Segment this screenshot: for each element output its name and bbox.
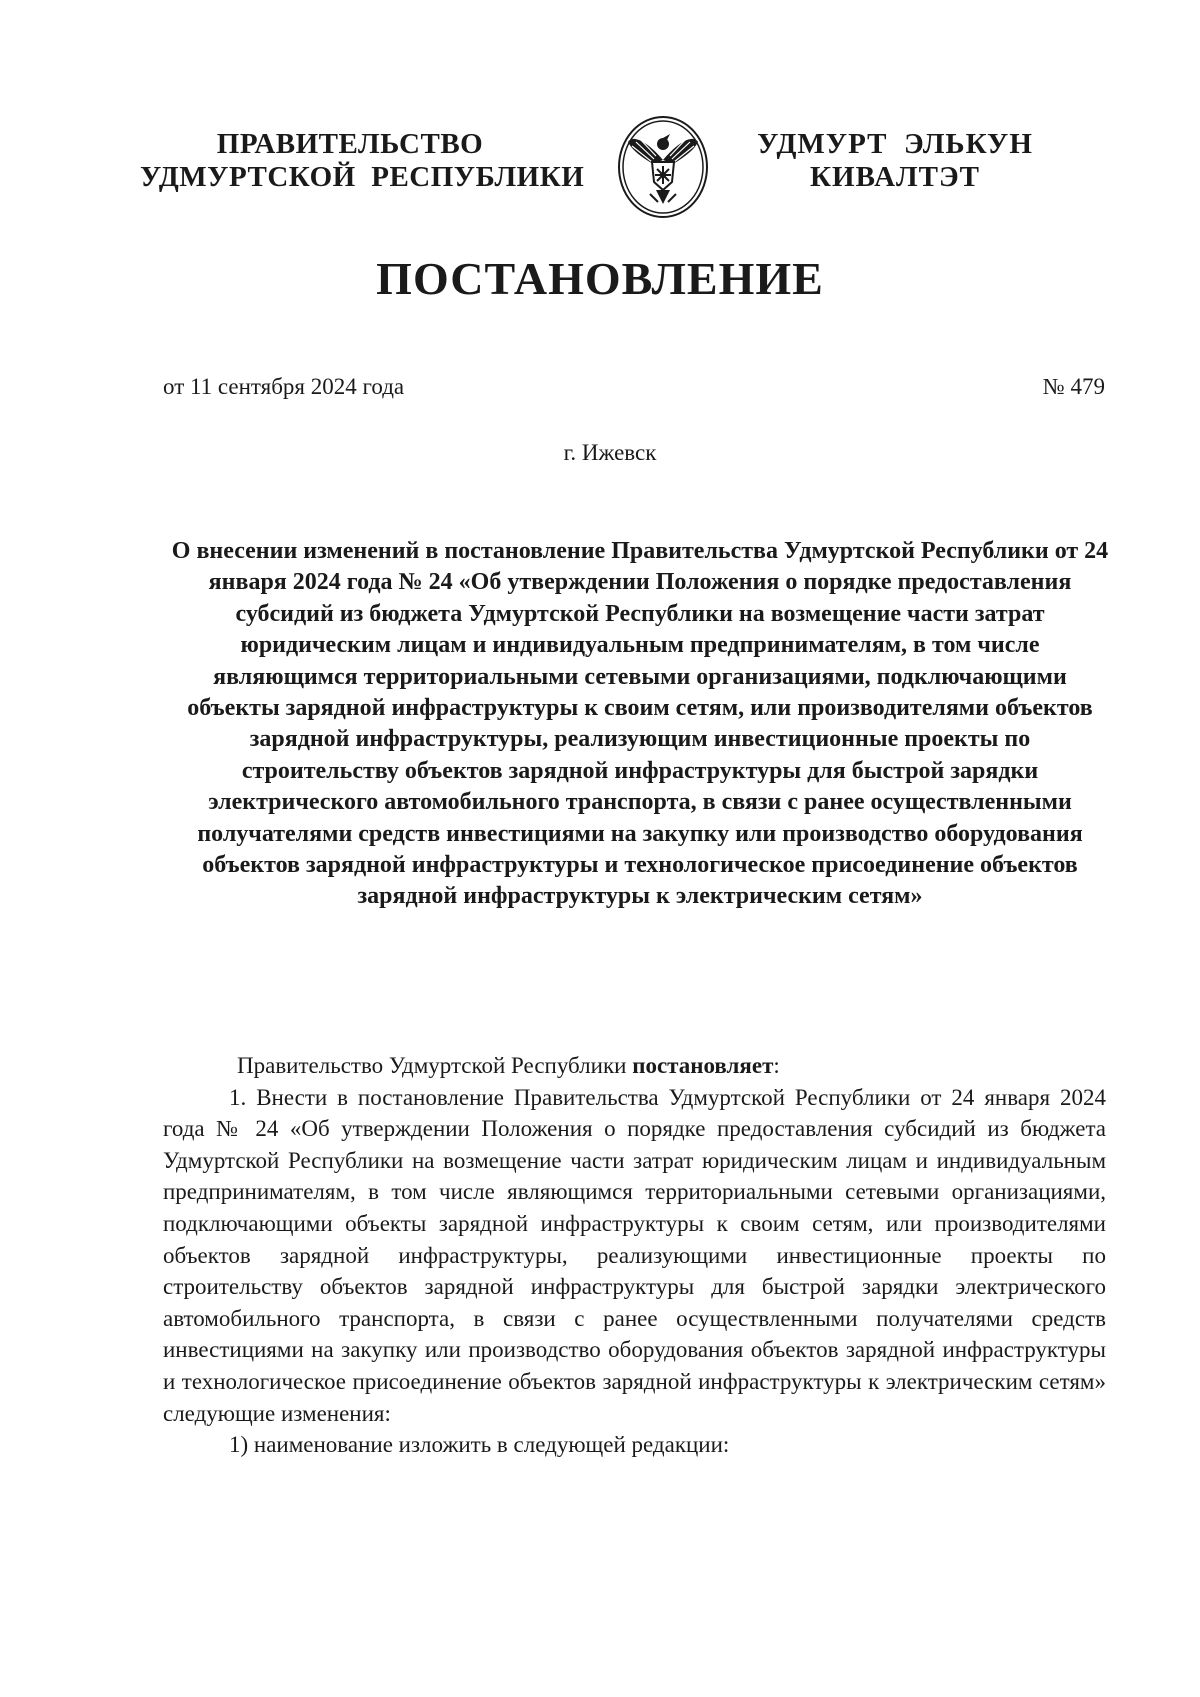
document-title: ПОСТАНОВЛЕНИЕ <box>376 253 824 304</box>
lead-end: : <box>773 1053 780 1078</box>
paragraph-2: 1) наименование изложить в следующей редакции: <box>229 1432 730 1458</box>
lead-paragraph <box>163 1050 1106 1082</box>
paragraph-1: 1. Внести в постановление Правительства Удмуртской Республики от 24 января 2024 года № 24 «Об утверждении Положения о порядке предоставления субсидий из бюджета Удмуртской Республики на возмещение части затрат юридическим лицам и индивидуальным предпринимателям, в том числе являющимся территориальными сетевыми организациями, подключающими объекты зарядной инфраструктуры к своим сетям, или производителями объектов зарядной инфраструктуры, реализующими инвестиционные проекты по строительству объектов зарядной инфраструктуры для быстрой зарядки электрического автомобильного транспорта, в связи с ранее осуществленными получателями средств инвестициями на закупку или производство оборудования объектов зарядной инфраструктуры и технологическое присоединение объектов зарядной инфраструктуры к электрическим сетям» следующие изменения: <box>163 1084 1106 1426</box>
government-name-udm <box>740 128 1050 194</box>
government-name-udm-line2: КИВАЛТЭТ <box>809 161 980 193</box>
udmurt-coat-of-arms-icon <box>608 112 718 222</box>
lead-text: Правительство Удмуртской Республики <box>237 1053 633 1078</box>
document-date: от 11 сентября 2024 года <box>163 374 405 399</box>
government-name-ru-line1: ПРАВИТЕЛЬСТВО <box>216 128 484 160</box>
document-number: № 479 <box>1042 374 1105 399</box>
document-subject: О внесении изменений в постановление Правительства Удмуртской Республики от 24 января 2024 года № 24 «Об утверждении Положения о порядке предоставления субсидий из бюджета Удмуртской Республики на возмещение части затрат юридическим лицам и индивидуальным предпринимателям, в том числе являющимся территориальными сетевыми организациями, подключающими объекты зарядной инфраструктуры к своим сетям, или производителями объектов зарядной инфраструктуры, реализующим инвестиционные проекты по строительству объектов зарядной инфраструктуры для быстрой зарядки электрического автомобильного транспорта, в связи с ранее осуществленными получателями средств инвестициями на закупку или производство оборудования объектов зарядной инфраструктуры и технологическое присоединение объектов зарядной инфраструктуры к электрическим сетям» <box>171 538 1109 910</box>
document-body <box>163 1050 1106 1461</box>
lead-bold: постановляет <box>632 1053 774 1078</box>
government-name-ru <box>140 128 585 194</box>
government-name-ru-line2: УДМУРТСКОЙ РЕСПУБЛИКИ <box>140 161 585 193</box>
document-city: г. Ижевск <box>563 440 657 465</box>
government-name-udm-line1: УДМУРТ ЭЛЬКУН <box>757 128 1033 160</box>
